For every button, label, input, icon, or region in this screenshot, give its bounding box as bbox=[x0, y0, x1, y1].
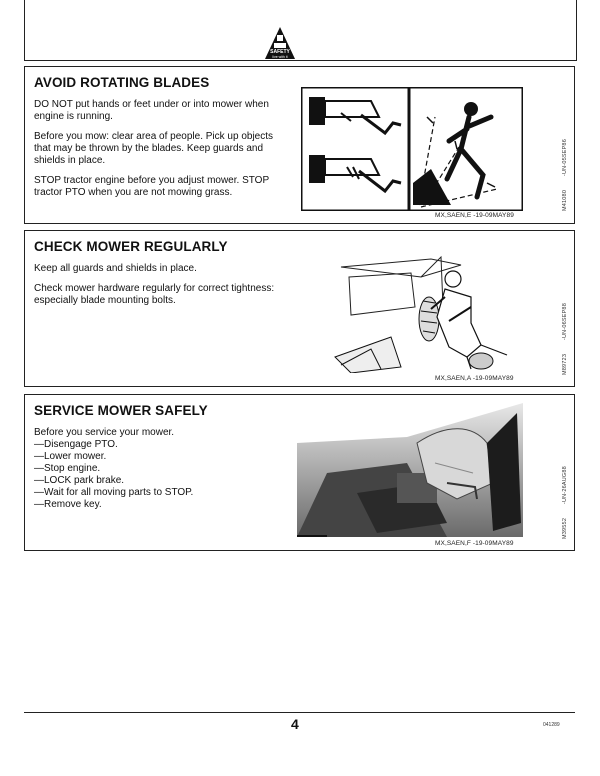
page-code: 041289 bbox=[543, 722, 560, 728]
list-item: —Disengage PTO. bbox=[34, 439, 118, 450]
paragraph: DO NOT put hands or feet under or into mower when engine is running. bbox=[34, 99, 269, 122]
section-body bbox=[34, 99, 274, 207]
paragraph: Before you mow: clear area of people. Pick up objects that may be thrown by the blades. Keep guards and shields in place. bbox=[34, 131, 274, 166]
section-title: CHECK MOWER REGULARLY bbox=[34, 239, 228, 254]
page-number: 4 bbox=[291, 716, 299, 732]
rotating-blades-warning-figure bbox=[301, 87, 523, 211]
mower-inspection-figure bbox=[331, 237, 521, 373]
list-item: —Remove key. bbox=[34, 499, 102, 510]
list-item: —Lower mower. bbox=[34, 451, 107, 462]
service-steps-list bbox=[34, 439, 274, 511]
safety-alert-icon bbox=[264, 26, 296, 60]
section-body bbox=[34, 263, 284, 315]
intro-line: Before you service your mower. bbox=[34, 427, 175, 438]
figure-code: M89723 -UN-06SEP88 bbox=[562, 303, 568, 375]
section-avoid-rotating-blades bbox=[24, 66, 575, 224]
section-body bbox=[34, 427, 274, 511]
safety-badge-line1: SAFETY bbox=[270, 49, 290, 55]
section-service-mower-safely bbox=[24, 394, 575, 551]
reference-code: MX,SAEN,E -19-09MAY89 bbox=[435, 212, 514, 219]
paragraph: Check mower hardware regularly for correct tightness: especially blade mounting bolts. bbox=[34, 283, 275, 306]
list-item: —LOCK park brake. bbox=[34, 475, 125, 486]
footer-divider bbox=[24, 712, 575, 713]
service-controls-photo bbox=[297, 403, 523, 537]
section-title: AVOID ROTATING BLADES bbox=[34, 75, 210, 90]
reference-code: MX,SAEN,F -19-09MAY89 bbox=[435, 540, 514, 547]
list-item: —Wait for all moving parts to STOP. bbox=[34, 487, 194, 498]
paragraph: STOP tractor engine before you adjust mower. STOP tractor PTO when you are not mowing grass. bbox=[34, 175, 269, 198]
list-item: —Stop engine. bbox=[34, 463, 101, 474]
reference-code: MX,SAEN,A -19-09MAY89 bbox=[435, 375, 514, 382]
safety-badge-line2: live with it bbox=[272, 55, 288, 59]
figure-code: M39552 -UN-26AUG88 bbox=[562, 466, 568, 539]
header-box bbox=[24, 0, 577, 61]
section-title: SERVICE MOWER SAFELY bbox=[34, 403, 208, 418]
section-check-mower-regularly bbox=[24, 230, 575, 387]
figure-code: M41080 -UN-05SEP86 bbox=[562, 139, 568, 211]
paragraph: Keep all guards and shields in place. bbox=[34, 263, 197, 274]
